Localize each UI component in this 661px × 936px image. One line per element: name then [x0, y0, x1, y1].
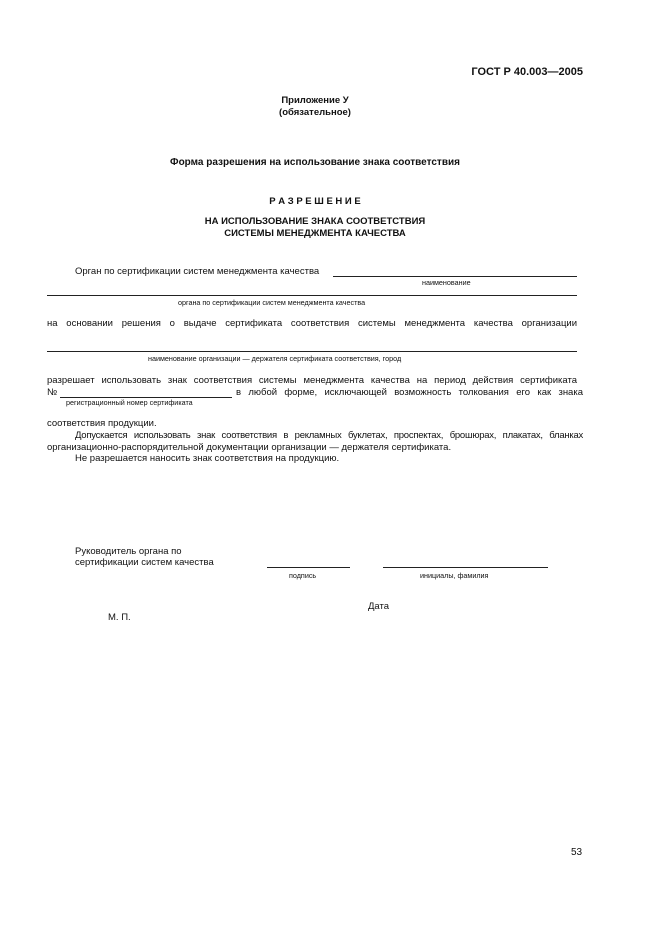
organ-label: Орган по сертификации систем менеджмента качества [75, 266, 320, 277]
signature-field-line [267, 567, 350, 568]
caption-signature: подпись [289, 571, 317, 580]
date-label: Дата [368, 601, 390, 612]
org-holder-field-line [47, 351, 577, 352]
doc-subheading-2: СИСТЕМЫ МЕНЕДЖМЕНТА КАЧЕСТВА [224, 228, 406, 239]
caption-org-holder: наименование организации — держателя сертификата соответствия, город [148, 354, 402, 363]
caption-organ: органа по сертификации систем менеджмента качества [178, 298, 366, 307]
permit-line-1: разрешает использовать знак соответствия системы менеджмента качества на период действия сертификата [47, 375, 577, 386]
para2-line-2: организационно-распорядительной документации организации — держателя сертификата. [47, 442, 452, 453]
basis-text: на основании решения о выдаче сертификата соответствия системы менеджмента качества организации [47, 318, 577, 329]
form-title: Форма разрешения на использование знака соответствия [170, 157, 460, 168]
organ-name-continued-line [47, 295, 577, 296]
caption-initials: инициалы, фамилия [420, 571, 489, 580]
appendix-note: (обязательное) [279, 107, 351, 118]
caption-reg-number: регистрационный номер сертификата [66, 398, 193, 407]
stamp-label: М. П. [108, 612, 131, 623]
doc-heading: Р А З Р Е Ш Е Н И Е [269, 196, 361, 207]
standard-code: ГОСТ Р 40.003—2005 [471, 66, 583, 78]
number-sign: № [47, 387, 58, 398]
para2-line-1: Допускается использовать знак соответствия в рекламных буклетах, проспектах, брошюрах, плакатах, бланках [75, 430, 583, 441]
head-line-1: Руководитель органа по [75, 546, 182, 557]
para3: Не разрешается наносить знак соответствия на продукцию. [75, 453, 340, 464]
organ-name-field-line [333, 276, 577, 277]
head-line-2: сертификации систем качества [75, 557, 214, 568]
page-number: 53 [571, 847, 583, 858]
doc-subheading-1: НА ИСПОЛЬЗОВАНИЕ ЗНАКА СООТВЕТСТВИЯ [204, 216, 426, 227]
initials-field-line [383, 567, 548, 568]
permit-line-3: соответствия продукции. [47, 418, 157, 429]
caption-name: наименование [422, 278, 471, 287]
permit-line-2: в любой форме, исключающей возможность толкования его как знака [236, 387, 583, 398]
appendix-title: Приложение У [281, 95, 349, 106]
